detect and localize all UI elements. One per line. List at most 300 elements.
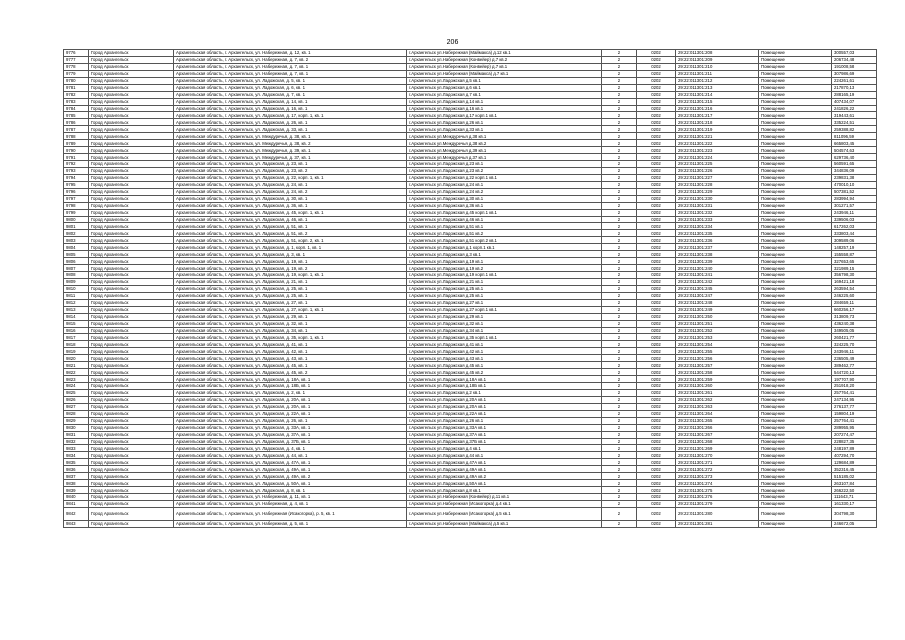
district-code-cell: 0202 <box>637 431 676 438</box>
short-address-cell: г.Архангельск ул.Набережная (Исакогорка) д.4 кв.1 <box>407 500 602 507</box>
cadastral-number-cell: 29:22:011301:210 <box>676 63 759 70</box>
short-address-cell: г.Архангельск ул.Ладожская д.2 кв.1 <box>407 389 602 396</box>
code-cell: 2 <box>602 299 637 306</box>
district-code-cell: 0202 <box>637 410 676 417</box>
municipality-cell: Город Архангельск <box>89 348 174 355</box>
object-type-cell: Помещение <box>759 320 832 327</box>
short-address-cell: г.Архангельск ул.Ладожская д.16 кв.1 <box>407 105 602 112</box>
cadastral-value-cell: 504574,63 <box>832 147 877 154</box>
short-address-cell: г.Архангельск ул.Ладожская д.19 корп.1 кв.1 <box>407 272 602 279</box>
row-number-cell: 9837 <box>64 473 89 480</box>
address-cell: Архангельская область, г. Архангельск, ул. Междуречья, д. 39, кв. 1 <box>174 147 407 154</box>
object-type-cell: Помещение <box>759 174 832 181</box>
municipality-cell: Город Архангельск <box>89 202 174 209</box>
short-address-cell: г.Архангельск ул.Междуречья д.39 кв.1 <box>407 147 602 154</box>
municipality-cell: Город Архангельск <box>89 195 174 202</box>
municipality-cell: Город Архангельск <box>89 466 174 473</box>
district-code-cell: 0202 <box>637 209 676 216</box>
address-cell: Архангельская область, г. Архангельск, ул. Набережная, д. 7, кв. 1 <box>174 70 407 77</box>
municipality-cell: Город Архангельск <box>89 154 174 161</box>
cadastral-number-cell: 29:22:011301:213 <box>676 84 759 91</box>
cadastral-number-cell: 29:22:011301:235 <box>676 230 759 237</box>
cadastral-number-cell: 29:22:011301:218 <box>676 119 759 126</box>
cadastral-number-cell: 29:22:011301:273 <box>676 473 759 480</box>
address-cell: Архангельская область, г. Архангельск, ул. Ладожская, д. 4, кв. 1 <box>174 445 407 452</box>
cadastral-value-cell: 241826,22 <box>832 105 877 112</box>
object-type-cell: Помещение <box>759 459 832 466</box>
object-type-cell: Помещение <box>759 126 832 133</box>
cadastral-number-cell: 29:22:011301:254 <box>676 341 759 348</box>
table-row <box>64 376 877 383</box>
short-address-cell: г.Архангельск ул.Ладожская д.4 кв.1 <box>407 445 602 452</box>
object-type-cell: Помещение <box>759 424 832 431</box>
cadastral-value-cell: 266222,50 <box>832 487 877 494</box>
cadastral-number-cell: 29:22:011301:239 <box>676 258 759 265</box>
code-cell: 2 <box>602 285 637 292</box>
row-number-cell: 9823 <box>64 376 89 383</box>
code-cell: 2 <box>602 126 637 133</box>
code-cell: 2 <box>602 223 637 230</box>
address-cell: Архангельская область, г. Архангельск, ул. Ладожская, д. 18Б, кв. 1 <box>174 383 407 390</box>
municipality-cell: Город Архангельск <box>89 320 174 327</box>
cadastral-value-cell: 309589,06 <box>832 237 877 244</box>
table-row <box>64 278 877 285</box>
municipality-cell: Город Архангельск <box>89 140 174 147</box>
object-type-cell: Помещение <box>759 313 832 320</box>
municipality-cell: Город Архангельск <box>89 181 174 188</box>
object-type-cell: Помещение <box>759 258 832 265</box>
table-row <box>64 459 877 466</box>
municipality-cell: Город Архангельск <box>89 84 174 91</box>
cadastral-value-cell: 507381,52 <box>832 188 877 195</box>
district-code-cell: 0202 <box>637 445 676 452</box>
code-cell: 2 <box>602 167 637 174</box>
row-number-cell: 9818 <box>64 341 89 348</box>
cadastral-value-cell: 251918,20 <box>832 383 877 390</box>
cadastral-number-cell: 29:22:011301:237 <box>676 244 759 251</box>
row-number-cell: 9782 <box>64 91 89 98</box>
municipality-cell: Город Архангельск <box>89 91 174 98</box>
row-number-cell: 9841 <box>64 500 89 507</box>
row-number-cell: 9817 <box>64 334 89 341</box>
short-address-cell: г.Архангельск ул.Ладожская д.23 кв.1 <box>407 161 602 168</box>
table-row <box>64 507 877 520</box>
district-code-cell: 0202 <box>637 98 676 105</box>
table-row <box>64 112 877 119</box>
municipality-cell: Город Архангельск <box>89 119 174 126</box>
address-cell: Архангельская область, г. Архангельск, ул. Ладожская, д. 2, кв. 1 <box>174 389 407 396</box>
cadastral-value-cell: 247134,95 <box>832 396 877 403</box>
object-type-cell: Помещение <box>759 410 832 417</box>
short-address-cell: г.Архангельск ул.Ладожская д.37Б кв.1 <box>407 438 602 445</box>
cadastral-number-cell: 29:22:011301:251 <box>676 320 759 327</box>
cadastral-number-cell: 29:22:011301:253 <box>676 334 759 341</box>
address-cell: Архангельская область, г. Архангельск, ул. Ладожская, д. 25, кв. 1 <box>174 292 407 299</box>
municipality-cell: Город Архангельск <box>89 105 174 112</box>
address-cell: Архангельская область, г. Архангельск, ул. Ладожская, д. 6, кв. 1 <box>174 84 407 91</box>
code-cell: 2 <box>602 369 637 376</box>
address-cell: Архангельская область, г. Архангельск, ул. Ладожская, д. 30, кв. 1 <box>174 195 407 202</box>
district-code-cell: 0202 <box>637 389 676 396</box>
address-cell: Архангельская область, г. Архангельск, ул. Ладожская, д. 33, кв. 1 <box>174 126 407 133</box>
cadastral-value-cell: 257764,41 <box>832 389 877 396</box>
address-cell: Архангельская область, г. Архангельск, ул. Ладожская, д. 45, кв. 2 <box>174 369 407 376</box>
short-address-cell: г.Архангельск ул.Ладожская д.49А кв.1 <box>407 466 602 473</box>
cadastral-value-cell: 515185,02 <box>832 473 877 480</box>
code-cell: 2 <box>602 500 637 507</box>
object-type-cell: Помещение <box>759 133 832 140</box>
object-type-cell: Помещение <box>759 147 832 154</box>
municipality-cell: Город Архангельск <box>89 473 174 480</box>
district-code-cell: 0202 <box>637 70 676 77</box>
row-number-cell: 9834 <box>64 452 89 459</box>
address-cell: Архангельская область, г. Архангельск, ул. Ладожская, д. 25, кв. 1 <box>174 285 407 292</box>
code-cell: 2 <box>602 133 637 140</box>
object-type-cell: Помещение <box>759 161 832 168</box>
cadastral-value-cell: 206734,48 <box>832 56 877 63</box>
object-type-cell: Помещение <box>759 500 832 507</box>
address-cell: Архангельская область, г. Архангельск, ул. Ладожская, д. 27, кв. 1 <box>174 299 407 306</box>
short-address-cell: г.Архангельск ул.Набережная (Конвейер) д.11 кв.1 <box>407 494 602 501</box>
row-number-cell: 9793 <box>64 167 89 174</box>
object-type-cell: Помещение <box>759 292 832 299</box>
code-cell: 2 <box>602 334 637 341</box>
address-cell: Архангельская область, г. Архангельск, ул. Ладожская, д. 37Б, кв. 1 <box>174 438 407 445</box>
cadastral-number-cell: 29:22:011301:219 <box>676 126 759 133</box>
short-address-cell: г.Архангельск ул.Ладожская д.45 корп.1 кв.1 <box>407 209 602 216</box>
address-cell: Архангельская область, г. Архангельск, ул. Ладожская, д. 24, кв. 2 <box>174 188 407 195</box>
row-number-cell: 9784 <box>64 105 89 112</box>
cadastral-value-cell: 257764,41 <box>832 417 877 424</box>
short-address-cell: г.Архангельск ул.Ладожская д.6 кв.1 <box>407 84 602 91</box>
cadastral-value-cell: 148257,19 <box>832 244 877 251</box>
cadastral-value-cell: 236505,49 <box>832 355 877 362</box>
cadastral-number-cell: 29:22:011301:249 <box>676 306 759 313</box>
address-cell: Архангельская область, г. Архангельск, ул. Ладожская, д. 20А, кв. 1 <box>174 396 407 403</box>
cadastral-value-cell: 301271,57 <box>832 202 877 209</box>
cadastral-value-cell: 246225,60 <box>832 292 877 299</box>
short-address-cell: г.Архангельск ул.Ладожская д.21 кв.1 <box>407 278 602 285</box>
cadastral-number-cell: 29:22:011301:240 <box>676 265 759 272</box>
district-code-cell: 0202 <box>637 341 676 348</box>
short-address-cell: г.Архангельск ул.Ладожская д.20А кв.1 <box>407 403 602 410</box>
short-address-cell: г.Архангельск ул.Ладожская д.18А кв.1 <box>407 376 602 383</box>
object-type-cell: Помещение <box>759 91 832 98</box>
short-address-cell: г.Архангельск ул.Междуречья д.37 кв.1 <box>407 154 602 161</box>
table-row <box>64 154 877 161</box>
code-cell: 2 <box>602 216 637 223</box>
object-type-cell: Помещение <box>759 70 832 77</box>
row-number-cell: 9805 <box>64 251 89 258</box>
cadastral-value-cell: 284659,11 <box>832 299 877 306</box>
code-cell: 2 <box>602 174 637 181</box>
short-address-cell: г.Архангельск ул.Ладожская д.50А кв.1 <box>407 480 602 487</box>
municipality-cell: Город Архангельск <box>89 285 174 292</box>
row-number-cell: 9827 <box>64 403 89 410</box>
municipality-cell: Город Архангельск <box>89 431 174 438</box>
address-cell: Архангельская область, г. Архангельск, ул. Набережная, д. 7, кв. 2 <box>174 56 407 63</box>
cadastral-number-cell: 29:22:011301:223 <box>676 147 759 154</box>
municipality-cell: Город Архангельск <box>89 389 174 396</box>
short-address-cell: г.Архангельск ул.Набережная (Маймакса) д.5 кв.1 <box>407 520 602 527</box>
short-address-cell: г.Архангельск ул.Ладожская д.19 кв.1 <box>407 258 602 265</box>
cadastral-number-cell: 29:22:011301:228 <box>676 181 759 188</box>
code-cell: 2 <box>602 56 637 63</box>
cadastral-value-cell: 319443,61 <box>832 112 877 119</box>
address-cell: Архангельская область, г. Архангельск, ул. Ладожская, д. 51, корп. 2, кв. 1 <box>174 237 407 244</box>
cadastral-number-cell: 29:22:011301:214 <box>676 91 759 98</box>
municipality-cell: Город Архангельск <box>89 362 174 369</box>
code-cell: 2 <box>602 507 637 520</box>
cadastral-value-cell: 248197,89 <box>832 445 877 452</box>
table-row <box>64 445 877 452</box>
address-cell: Архангельская область, г. Архангельск, ул. Набережная, д. 4, кв. 1 <box>174 500 407 507</box>
cadastral-value-cell: 544720,13 <box>832 369 877 376</box>
short-address-cell: г.Архангельск ул.Ладожская д.7 кв.1 <box>407 91 602 98</box>
district-code-cell: 0202 <box>637 306 676 313</box>
cadastral-number-cell: 29:22:011301:256 <box>676 355 759 362</box>
row-number-cell: 9790 <box>64 147 89 154</box>
code-cell: 2 <box>602 438 637 445</box>
cadastral-value-cell: 161330,17 <box>832 500 877 507</box>
municipality-cell: Город Архангельск <box>89 299 174 306</box>
table-row <box>64 362 877 369</box>
code-cell: 2 <box>602 389 637 396</box>
district-code-cell: 0202 <box>637 244 676 251</box>
cadastral-value-cell: 129684,89 <box>832 459 877 466</box>
short-address-cell: г.Архангельск ул.Набережная (Конвейер) д.7 кв.1 <box>407 63 602 70</box>
object-type-cell: Помещение <box>759 341 832 348</box>
row-number-cell: 9798 <box>64 202 89 209</box>
code-cell: 2 <box>602 105 637 112</box>
object-type-cell: Помещение <box>759 396 832 403</box>
object-type-cell: Помещение <box>759 50 832 57</box>
code-cell: 2 <box>602 202 637 209</box>
district-code-cell: 0202 <box>637 50 676 57</box>
address-cell: Архангельская область, г. Архангельск, ул. Ладожская, д. 29, кв. 1 <box>174 313 407 320</box>
cadastral-value-cell: 617262,03 <box>832 223 877 230</box>
code-cell: 2 <box>602 119 637 126</box>
address-cell: Архангельская область, г. Архангельск, ул. Ладожская, д. 19, корп. 1, кв. 1 <box>174 272 407 279</box>
cadastral-value-cell: 243946,11 <box>832 348 877 355</box>
municipality-cell: Город Архангельск <box>89 487 174 494</box>
address-cell: Архангельская область, г. Архангельск, ул. Ладожская, д. 35, корп. 1, кв. 1 <box>174 334 407 341</box>
cadastral-number-cell: 29:22:011301:211 <box>676 70 759 77</box>
address-cell: Архангельская область, г. Архангельск, ул. Междуречья, д. 38, кв. 1 <box>174 133 407 140</box>
cadastral-number-cell: 29:22:011301:247 <box>676 292 759 299</box>
short-address-cell: г.Архангельск ул.Ладожская д.17 корп.1 кв.1 <box>407 112 602 119</box>
cadastral-number-cell: 29:22:011301:274 <box>676 480 759 487</box>
short-address-cell: г.Архангельск ул.Ладожская д.35 корп.1 кв.1 <box>407 334 602 341</box>
code-cell: 2 <box>602 348 637 355</box>
address-cell: Архангельская область, г. Архангельск, ул. Ладожская, д. 24, кв. 1 <box>174 181 407 188</box>
district-code-cell: 0202 <box>637 348 676 355</box>
row-number-cell: 9838 <box>64 480 89 487</box>
code-cell: 2 <box>602 272 637 279</box>
row-number-cell: 9802 <box>64 230 89 237</box>
row-number-cell: 9796 <box>64 188 89 195</box>
short-address-cell: г.Архангельск ул.Ладожская д.20А кв.1 <box>407 396 602 403</box>
district-code-cell: 0202 <box>637 424 676 431</box>
cadastral-number-cell: 29:22:011301:267 <box>676 431 759 438</box>
address-cell: Архангельская область, г. Архангельск, ул. Ладожская, д. 16, кв. 1 <box>174 105 407 112</box>
table-row <box>64 396 877 403</box>
cadastral-number-cell: 29:22:011301:245 <box>676 285 759 292</box>
district-code-cell: 0202 <box>637 500 676 507</box>
municipality-cell: Город Архангельск <box>89 520 174 527</box>
code-cell: 2 <box>602 209 637 216</box>
table-row <box>64 244 877 251</box>
municipality-cell: Город Архангельск <box>89 334 174 341</box>
municipality-cell: Город Архангельск <box>89 258 174 265</box>
cadastral-value-cell: 239831,38 <box>832 174 877 181</box>
cadastral-number-cell: 29:22:011301:248 <box>676 299 759 306</box>
address-cell: Архангельская область, г. Архангельск, ул. Ладожская, д. 45, корп. 1, кв. 1 <box>174 209 407 216</box>
short-address-cell: г.Архангельск ул.Ладожская д.1 корп.1 кв.1 <box>407 244 602 251</box>
short-address-cell: г.Архангельск ул.Ладожская д.51 кв.2 <box>407 230 602 237</box>
cadastral-value-cell: 197707,90 <box>832 376 877 383</box>
district-code-cell: 0202 <box>637 216 676 223</box>
code-cell: 2 <box>602 265 637 272</box>
table-row <box>64 216 877 223</box>
table-row <box>64 480 877 487</box>
municipality-cell: Город Архангельск <box>89 63 174 70</box>
district-code-cell: 0202 <box>637 119 676 126</box>
object-type-cell: Помещение <box>759 299 832 306</box>
district-code-cell: 0202 <box>637 223 676 230</box>
code-cell: 2 <box>602 195 637 202</box>
cadastral-value-cell: 356798,30 <box>832 272 877 279</box>
municipality-cell: Город Архангельск <box>89 188 174 195</box>
address-cell: Архангельская область, г. Архангельск, ул. Ладожская, д. 3, кв. 1 <box>174 251 407 258</box>
object-type-cell: Помещение <box>759 348 832 355</box>
district-code-cell: 0202 <box>637 327 676 334</box>
cadastral-number-cell: 29:22:011301:212 <box>676 77 759 84</box>
cadastral-number-cell: 29:22:011301:217 <box>676 112 759 119</box>
municipality-cell: Город Архангельск <box>89 167 174 174</box>
row-number-cell: 9812 <box>64 299 89 306</box>
code-cell: 2 <box>602 188 637 195</box>
code-cell: 2 <box>602 258 637 265</box>
row-number-cell: 9804 <box>64 244 89 251</box>
district-code-cell: 0202 <box>637 299 676 306</box>
district-code-cell: 0202 <box>637 320 676 327</box>
cadastral-value-cell: 289955,95 <box>832 424 877 431</box>
object-type-cell: Помещение <box>759 181 832 188</box>
table-row <box>64 334 877 341</box>
municipality-cell: Город Архангельск <box>89 230 174 237</box>
municipality-cell: Город Архангельск <box>89 396 174 403</box>
district-code-cell: 0202 <box>637 230 676 237</box>
cadastral-number-cell: 29:22:011301:270 <box>676 452 759 459</box>
table-row <box>64 119 877 126</box>
property-registry-table <box>63 49 877 528</box>
municipality-cell: Город Архангельск <box>89 251 174 258</box>
short-address-cell: г.Архангельск ул.Набережная (Конвейер) д.7 кв.2 <box>407 56 602 63</box>
cadastral-value-cell: 407434,07 <box>832 98 877 105</box>
table-row <box>64 84 877 91</box>
table-row <box>64 98 877 105</box>
object-type-cell: Помещение <box>759 216 832 223</box>
cadastral-number-cell: 29:22:011301:208 <box>676 50 759 57</box>
cadastral-value-cell: 224261,61 <box>832 77 877 84</box>
row-number-cell: 9833 <box>64 445 89 452</box>
municipality-cell: Город Архангельск <box>89 244 174 251</box>
table-row <box>64 202 877 209</box>
row-number-cell: 9809 <box>64 278 89 285</box>
row-number-cell: 9835 <box>64 459 89 466</box>
address-cell: Архангельская область, г. Архангельск, ул. Ладожская, д. 14, кв. 1 <box>174 98 407 105</box>
code-cell: 2 <box>602 306 637 313</box>
object-type-cell: Помещение <box>759 362 832 369</box>
code-cell: 2 <box>602 445 637 452</box>
row-number-cell: 9795 <box>64 181 89 188</box>
municipality-cell: Город Архангельск <box>89 306 174 313</box>
cadastral-value-cell: 560591,65 <box>832 161 877 168</box>
table-row <box>64 50 877 57</box>
code-cell: 2 <box>602 417 637 424</box>
code-cell: 2 <box>602 251 637 258</box>
object-type-cell: Помещение <box>759 438 832 445</box>
row-number-cell: 9836 <box>64 466 89 473</box>
object-type-cell: Помещение <box>759 278 832 285</box>
address-cell: Архангельская область, г. Архангельск, ул. Ладожская, д. 50А, кв. 1 <box>174 480 407 487</box>
short-address-cell: г.Архангельск ул.Ладожская д.19 кв.2 <box>407 265 602 272</box>
district-code-cell: 0202 <box>637 334 676 341</box>
cadastral-value-cell: 436240,38 <box>832 320 877 327</box>
code-cell: 2 <box>602 230 637 237</box>
table-row <box>64 487 877 494</box>
district-code-cell: 0202 <box>637 167 676 174</box>
district-code-cell: 0202 <box>637 258 676 265</box>
cadastral-number-cell: 29:22:011301:265 <box>676 417 759 424</box>
object-type-cell: Помещение <box>759 237 832 244</box>
object-type-cell: Помещение <box>759 167 832 174</box>
cadastral-number-cell: 29:22:011301:264 <box>676 410 759 417</box>
address-cell: Архангельская область, г. Архангельск, ул. Ладожская, д. 17, корп. 1, кв. 1 <box>174 112 407 119</box>
table-row <box>64 306 877 313</box>
object-type-cell: Помещение <box>759 265 832 272</box>
district-code-cell: 0202 <box>637 237 676 244</box>
municipality-cell: Город Архангельск <box>89 209 174 216</box>
address-cell: Архангельская область, г. Архангельск, ул. Набережная, д. 12, кв. 1 <box>174 50 407 57</box>
district-code-cell: 0202 <box>637 292 676 299</box>
object-type-cell: Помещение <box>759 244 832 251</box>
address-cell: Архангельская область, г. Архангельск, ул. Ладожская, д. 47А, кв. 1 <box>174 459 407 466</box>
short-address-cell: г.Архангельск ул.Ладожская д.45 кв.1 <box>407 362 602 369</box>
table-row <box>64 77 877 84</box>
code-cell: 2 <box>602 112 637 119</box>
district-code-cell: 0202 <box>637 438 676 445</box>
code-cell: 2 <box>602 278 637 285</box>
object-type-cell: Помещение <box>759 112 832 119</box>
table-row <box>64 237 877 244</box>
cadastral-value-cell: 660256,17 <box>832 306 877 313</box>
municipality-cell: Город Архангельск <box>89 452 174 459</box>
short-address-cell: г.Архангельск ул.Ладожская д.36 кв.1 <box>407 202 602 209</box>
municipality-cell: Город Архангельск <box>89 112 174 119</box>
object-type-cell: Помещение <box>759 327 832 334</box>
row-number-cell: 9786 <box>64 119 89 126</box>
row-number-cell: 9776 <box>64 50 89 57</box>
district-code-cell: 0202 <box>637 480 676 487</box>
cadastral-number-cell: 29:22:011301:224 <box>676 154 759 161</box>
district-code-cell: 0202 <box>637 202 676 209</box>
table-row <box>64 520 877 527</box>
code-cell: 2 <box>602 452 637 459</box>
code-cell: 2 <box>602 396 637 403</box>
cadastral-value-cell: 159804,19 <box>832 410 877 417</box>
